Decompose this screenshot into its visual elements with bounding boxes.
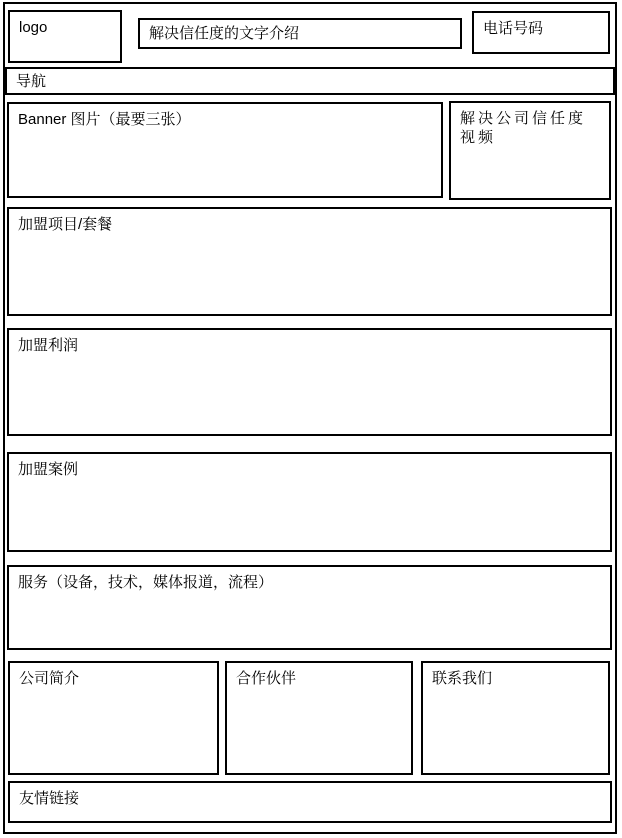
company-profile-box xyxy=(8,661,219,775)
logo-label: logo xyxy=(19,19,48,36)
company-trust-video-label: 解决公司信任度视频 xyxy=(460,110,587,146)
contact-us-box xyxy=(421,661,610,775)
services-label: 服务（设备，技术，媒体报道，流程） xyxy=(18,574,274,591)
partners-label: 合作伙伴 xyxy=(236,670,297,687)
franchise-packages-label: 加盟项目/套餐 xyxy=(18,216,113,233)
partners-box xyxy=(225,661,413,775)
franchise-profit-label: 加盟利润 xyxy=(18,337,79,354)
trust-intro-text-box xyxy=(138,18,462,49)
banner-images-label: Banner 图片（最要三张） xyxy=(18,111,191,128)
services-section xyxy=(7,565,612,650)
nav-label: 导航 xyxy=(16,73,47,90)
phone-number-box xyxy=(472,11,610,54)
logo-placeholder-box xyxy=(8,10,122,63)
trust-intro-label: 解决信任度的文字介绍 xyxy=(149,25,300,42)
nav-bar-box xyxy=(5,67,615,95)
phone-number-label: 电话号码 xyxy=(483,20,544,37)
franchise-cases-label: 加盟案例 xyxy=(18,461,79,478)
friendly-links-label: 友情链接 xyxy=(19,790,80,807)
company-profile-label: 公司简介 xyxy=(19,670,80,687)
banner-images-box xyxy=(7,102,443,198)
contact-us-label: 联系我们 xyxy=(432,670,493,687)
friendly-links-box xyxy=(8,781,612,823)
franchise-profit-section xyxy=(7,328,612,436)
franchise-packages-section xyxy=(7,207,612,316)
franchise-cases-section xyxy=(7,452,612,552)
company-trust-video-box xyxy=(449,101,611,200)
